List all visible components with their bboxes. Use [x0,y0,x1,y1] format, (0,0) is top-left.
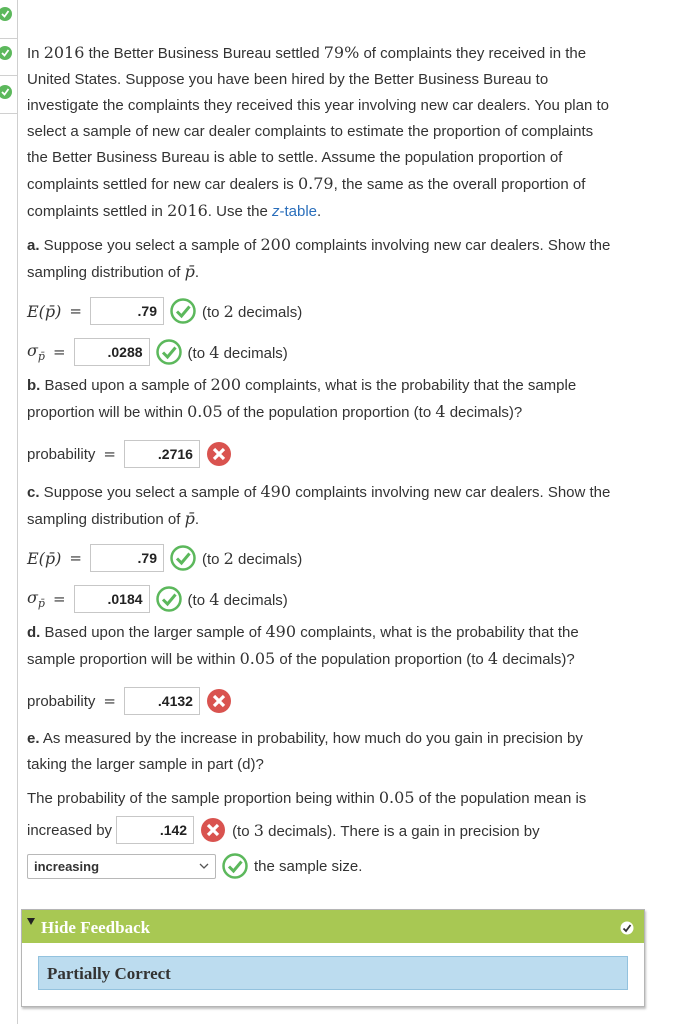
feedback-header[interactable] [22,910,644,943]
expected-value-label: E(p̄) [27,301,62,321]
part-b: b. Based upon a sample of 200 complaints, what is the probability that the sample proportion will be within 0.05 of the population proportion (to 4 decimals)? probability = .2716 [27,372,694,470]
question-content [27,40,694,882]
chevron-down-icon [199,863,209,869]
feedback-status-check-icon [620,921,634,935]
incorrect-x-icon [206,688,232,714]
std-error-label: $\sigma_{p̄}$ [27,587,45,611]
expected-value-label: E(p̄) [27,548,62,568]
correct-check-icon [170,298,196,324]
part-c-expected-input[interactable]: .79 [90,544,164,572]
correct-check-icon [170,545,196,571]
part-d-probability-input[interactable]: .4132 [124,687,200,715]
part-b-probability-input[interactable]: .2716 [124,440,200,468]
probability-label: probability [27,692,96,710]
correct-check-icon [156,586,182,612]
part-e: e. As measured by the increase in probability, how much do you gain in precision by taking the larger sample in part (d)? The probability of the sample proportion being within 0.05 of the population mean is increased by .142 (to 3 decimals). There is a gain in precision by increasing the sample size. [27,726,694,882]
part-c-std-error-input[interactable]: .0184 [74,585,150,613]
gutter-separator [0,75,17,76]
incorrect-x-icon [206,441,232,467]
part-a: a. Suppose you select a sample of 200 complaints involving new car dealers. Show the sampling distribution of p̄. E(p̄) = .79 (to 2 decimals) $\sigma_{p̄}$ = .0288 (to 4 decimals) [27,232,694,368]
incorrect-x-icon [200,817,226,843]
gutter-separator [0,113,17,114]
increased-by-label: increased by [27,821,113,839]
hide-feedback-toggle[interactable]: Hide Feedback [41,918,151,937]
gutter-separator [0,38,17,39]
gutter-check-icon [0,6,16,22]
gutter-check-icon [0,84,16,100]
feedback-body [38,956,628,990]
feedback-panel [21,909,645,1007]
correct-check-icon [156,339,182,365]
feedback-status: Partially Correct [47,964,171,983]
std-error-label: $\sigma_{p̄}$ [27,340,45,364]
part-a-expected-input[interactable]: .79 [90,297,164,325]
collapse-triangle-icon[interactable] [27,918,35,926]
z-table-link[interactable]: z-table [272,203,318,220]
part-d: d. Based upon the larger sample of 490 complaints, what is the probability that the sample proportion will be within 0.05 of the population proportion (to 4 decimals)? probability = .4132 [27,619,694,717]
part-e-increase-input[interactable]: .142 [116,816,194,844]
correct-check-icon [222,853,248,879]
gutter-check-icon [0,45,16,61]
part-a-std-error-input[interactable]: .0288 [74,338,150,366]
intro-paragraph: In 2016 the Better Business Bureau settled 79% of complaints they received in the United States. Suppose you have been hired by the Better Business Bureau to investigate the complaints they received this year involving new car dealers. You plan to select a sample of new car dealer complaints to estimate the proportion of complaints the Better Business Bureau is able to settle. Assume the population proportion of complaints settled for new car dealers is 0.79, the same as the overall proportion of complaints settled in 2016. Use the z-table. [27,43,610,220]
probability-label: probability [27,445,96,463]
part-c: c. Suppose you select a sample of 490 complaints involving new car dealers. Show the sampling distribution of p̄. E(p̄) = .79 (to 2 decimals) $\sigma_{p̄}$ = .0184 (to 4 decimals) [27,479,694,615]
precision-select[interactable]: increasing [27,854,216,879]
left-gutter-line [17,0,18,1024]
